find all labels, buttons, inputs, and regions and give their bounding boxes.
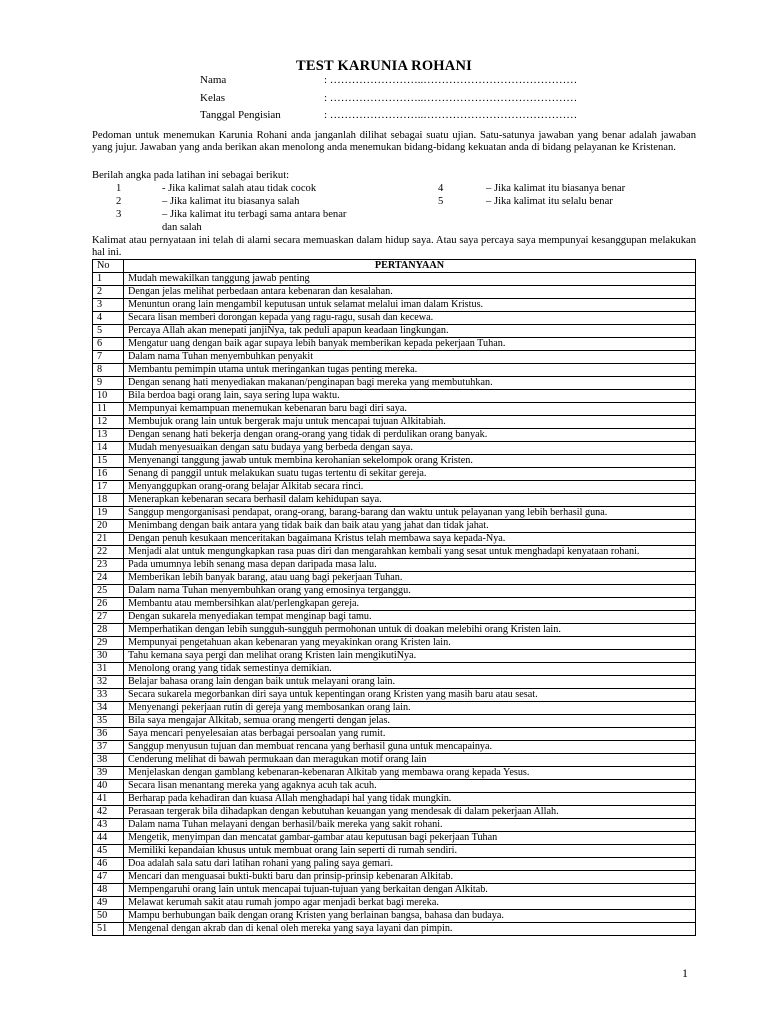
question-text: Belajar bahasa orang lain dengan baik untuk melayani orang lain. [124, 676, 696, 689]
question-text: Percaya Allah akan menepati janjiNya, tak peduli apapun keadaan lingkungan. [124, 325, 696, 338]
question-number: 47 [93, 871, 124, 884]
question-text: Memiliki kepandaian khusus untuk membuat orang lain seperti di rumah sendiri. [124, 845, 696, 858]
identity-label: Kelas [200, 91, 226, 104]
question-number: 34 [93, 702, 124, 715]
question-number: 23 [93, 559, 124, 572]
question-number: 22 [93, 546, 124, 559]
table-row [93, 520, 696, 533]
table-row [93, 884, 696, 897]
question-number: 11 [93, 403, 124, 416]
question-text: Mudah mewakilkan tanggung jawab penting [124, 273, 696, 286]
question-number: 40 [93, 780, 124, 793]
question-number: 25 [93, 585, 124, 598]
question-text: Dalam nama Tuhan melayani dengan berhasil/baik mereka yang sakit rohani. [124, 819, 696, 832]
table-row [93, 585, 696, 598]
intro-paragraph: Pedoman untuk menemukan Karunia Rohani anda janganlah dilihat sebagai suatu ujian. Satu-satunya jawaban yang benar adalah jawaban yang jujur. Jawaban yang anda berikan akan menolong anda menemukan bidang-bidang kekuatan anda di bidang pelayanan ke Kristenan. [92, 130, 696, 153]
question-text: Mengenal dengan akrab dan di kenal oleh mereka yang saya layani dan pimpin. [124, 923, 696, 936]
question-text: Mempunyai pengetahuan akan kebenaran yang meyakinkan orang Kristen lain. [124, 637, 696, 650]
question-number: 2 [93, 286, 124, 299]
question-text: Membujuk orang lain untuk bergerak maju untuk mencapai tujuan Alkitabiah. [124, 416, 696, 429]
question-number: 21 [93, 533, 124, 546]
question-number: 15 [93, 455, 124, 468]
question-number: 7 [93, 351, 124, 364]
table-row [93, 611, 696, 624]
question-text: Menjelaskan dengan gamblang kebenaran-kebenaran Alkitab yang membawa orang kepada Yesus. [124, 767, 696, 780]
question-text: Cenderung melihat di bawah permukaan dan meragukan motif orang lain [124, 754, 696, 767]
identity-label: Nama [200, 74, 227, 86]
table-row [93, 624, 696, 637]
question-text: Menyenangi tanggung jawab untuk membina kerohanian sekelompok orang Kristen. [124, 455, 696, 468]
question-text: Bila berdoa bagi orang lain, saya sering lupa waktu. [124, 390, 696, 403]
question-number: 19 [93, 507, 124, 520]
question-text: Memberikan lebih banyak barang, atau uang bagi pekerjaan Tuhan. [124, 572, 696, 585]
question-number: 46 [93, 858, 124, 871]
question-number: 8 [93, 364, 124, 377]
statement-paragraph: Kalimat atau pernyataan ini telah di alami secara memuaskan dalam hidup saya. Atau saya percaya saya mempunyai kesanggupan melakukan hal ini. [92, 235, 696, 258]
table-row [93, 728, 696, 741]
question-text: Menimbang dengan baik antara yang tidak baik dan baik atau yang jahat dan tidak jahat. [124, 520, 696, 533]
questions-body [93, 273, 696, 936]
question-number: 18 [93, 494, 124, 507]
question-number: 41 [93, 793, 124, 806]
table-row [93, 572, 696, 585]
table-row [93, 715, 696, 728]
table-row [93, 416, 696, 429]
question-number: 51 [93, 923, 124, 936]
scale-number: 3 [116, 209, 122, 220]
question-number: 43 [93, 819, 124, 832]
table-row [93, 806, 696, 819]
question-text: Doa adalah sala satu dari latihan rohani yang paling saya gemari. [124, 858, 696, 871]
table-row [93, 767, 696, 780]
question-number: 28 [93, 624, 124, 637]
question-number: 3 [93, 299, 124, 312]
table-row [93, 507, 696, 520]
question-number: 32 [93, 676, 124, 689]
question-text: Dalam nama Tuhan menyembuhkan penyakit [124, 351, 696, 364]
question-number: 1 [93, 273, 124, 286]
table-row [93, 494, 696, 507]
page-number: 1 [682, 966, 688, 980]
question-number: 10 [93, 390, 124, 403]
table-row [93, 273, 696, 286]
question-number: 48 [93, 884, 124, 897]
question-text: Dengan senang hati bekerja dengan orang-orang yang tidak di perdulikan orang banyak. [124, 429, 696, 442]
identity-blank: : ……………………..…………………………………… [324, 91, 578, 104]
question-number: 27 [93, 611, 124, 624]
question-text: Menerapkan kebenaran secara berhasil dalam kehidupan saya. [124, 494, 696, 507]
question-text: Berharap pada kehadiran dan kuasa Allah menghadapi hal yang tidak mungkin. [124, 793, 696, 806]
question-number: 14 [93, 442, 124, 455]
scale-row [92, 221, 692, 234]
table-row [93, 546, 696, 559]
scale-description: dan salah [162, 222, 202, 233]
table-row [93, 364, 696, 377]
question-text: Mempengaruhi orang lain untuk mencapai tujuan-tujuan yang berkaitan dengan Alkitab. [124, 884, 696, 897]
table-row [93, 455, 696, 468]
table-row [93, 832, 696, 845]
table-row [93, 429, 696, 442]
question-number: 6 [93, 338, 124, 351]
question-text: Melawat kerumah sakit atau rumah jompo agar menjadi berkat bagi mereka. [124, 897, 696, 910]
table-row [93, 351, 696, 364]
question-number: 4 [93, 312, 124, 325]
identity-row-nama [200, 74, 577, 92]
question-text: Dengan penuh kesukaan menceritakan bagaimana Kristus telah membawa saya kepada-Nya. [124, 533, 696, 546]
question-text: Dalam nama Tuhan menyembuhkan orang yang emosinya terganggu. [124, 585, 696, 598]
table-row [93, 923, 696, 936]
table-row [93, 819, 696, 832]
question-text: Menuntun orang lain mengambil keputusan untuk selamat melalui iman dalam Kristus. [124, 299, 696, 312]
question-number: 44 [93, 832, 124, 845]
table-row [93, 299, 696, 312]
question-number: 49 [93, 897, 124, 910]
scale-number: 2 [116, 196, 122, 207]
scale-description: – Jika kalimat itu terbagi sama antara benar [162, 209, 347, 220]
question-number: 30 [93, 650, 124, 663]
scale-number: 4 [438, 183, 444, 194]
table-row [93, 338, 696, 351]
question-number: 39 [93, 767, 124, 780]
identity-row-tanggal [200, 109, 577, 127]
question-text: Perasaan tergerak bila dihadapkan dengan kebutuhan keuangan yang mendesak di dalam pekerjaan Allah. [124, 806, 696, 819]
table-row [93, 702, 696, 715]
question-number: 31 [93, 663, 124, 676]
scale-description: - Jika kalimat salah atau tidak cocok [162, 183, 317, 194]
scale-row [92, 208, 692, 221]
question-text: Menjadi alat untuk mengungkapkan rasa puas diri dan mengarahkan kembali yang sesat untuk menghadapi kenyataan rohani. [124, 546, 696, 559]
question-text: Saya mencari penyelesaian atas berbagai persoalan yang rumit. [124, 728, 696, 741]
question-number: 37 [93, 741, 124, 754]
table-row [93, 858, 696, 871]
question-number: 35 [93, 715, 124, 728]
table-row [93, 390, 696, 403]
table-row [93, 741, 696, 754]
scale-row [92, 195, 692, 208]
question-text: Mencari dan menguasai bukti-bukti baru dan prinsip-prinsip kebenaran Alkitab. [124, 871, 696, 884]
question-number: 38 [93, 754, 124, 767]
identity-fields [200, 74, 577, 127]
identity-label: Tanggal Pengisian [200, 109, 281, 121]
question-number: 5 [93, 325, 124, 338]
table-row [93, 598, 696, 611]
scale-number: 1 [116, 183, 122, 194]
table-row [93, 312, 696, 325]
question-text: Menyenangi pekerjaan rutin di gereja yang membosankan orang lain. [124, 702, 696, 715]
scale-description: – Jika kalimat itu biasanya benar [486, 183, 626, 194]
question-text: Memperhatikan dengan lebih sungguh-sungguh permohonan untuk di doakan melebihi orang Kristen lain. [124, 624, 696, 637]
column-header-question: PERTANYAAN [124, 260, 696, 273]
question-number: 45 [93, 845, 124, 858]
question-text: Dengan sukarela menyediakan tempat menginap bagi tamu. [124, 611, 696, 624]
question-text: Mampu berhubungan baik dengan orang Kristen yang berlainan bangsa, bahasa dan budaya. [124, 910, 696, 923]
table-row [93, 845, 696, 858]
table-row [93, 377, 696, 390]
scale-row [92, 182, 692, 195]
table-row [93, 663, 696, 676]
question-text: Secara lisan memberi dorongan kepada yang ragu-ragu, susah dan kecewa. [124, 312, 696, 325]
question-text: Bila saya mengajar Alkitab, semua orang mengerti dengan jelas. [124, 715, 696, 728]
question-text: Membantu pemimpin utama untuk meringankan tugas penting mereka. [124, 364, 696, 377]
table-row [93, 325, 696, 338]
question-text: Mengatur uang dengan baik agar supaya lebih banyak memberikan kepada pekerjaan Tuhan. [124, 338, 696, 351]
table-row [93, 403, 696, 416]
instruction-text: Berilah angka pada latihan ini sebagai berikut: [92, 170, 290, 181]
table-row [93, 559, 696, 572]
question-number: 26 [93, 598, 124, 611]
table-row [93, 468, 696, 481]
table-row [93, 442, 696, 455]
rating-scale [92, 182, 692, 234]
question-number: 36 [93, 728, 124, 741]
questions-table [92, 259, 696, 936]
table-row [93, 754, 696, 767]
question-text: Membantu atau membersihkan alat/perlengkapan gereja. [124, 598, 696, 611]
question-number: 16 [93, 468, 124, 481]
scale-description: – Jika kalimat itu biasanya salah [162, 196, 300, 207]
scale-number: 5 [438, 196, 444, 207]
question-text: Menyanggupkan orang-orang belajar Alkitab secara rinci. [124, 481, 696, 494]
identity-row-kelas [200, 92, 577, 110]
table-row [93, 910, 696, 923]
question-text: Pada umumnya lebih senang masa depan daripada masa lalu. [124, 559, 696, 572]
question-number: 12 [93, 416, 124, 429]
question-text: Sanggup mengorganisasi pendapat, orang-orang, barang-barang dan waktu untuk pelayanan yang lebih berhasil guna. [124, 507, 696, 520]
identity-blank: : ……………………..…………………………………… [324, 74, 578, 86]
table-row [93, 533, 696, 546]
question-number: 33 [93, 689, 124, 702]
question-text: Dengan jelas melihat perbedaan antara kebenaran dan kesalahan. [124, 286, 696, 299]
question-text: Mengetik, menyimpan dan mencatat gambar-gambar atau keputusan bagi pekerjaan Tuhan [124, 832, 696, 845]
question-number: 13 [93, 429, 124, 442]
table-row [93, 897, 696, 910]
question-number: 42 [93, 806, 124, 819]
table-row [93, 780, 696, 793]
question-number: 17 [93, 481, 124, 494]
question-number: 29 [93, 637, 124, 650]
question-text: Senang di panggil untuk melakukan suatu tugas tertentu di sekitar gereja. [124, 468, 696, 481]
question-number: 9 [93, 377, 124, 390]
table-row [93, 481, 696, 494]
table-row [93, 286, 696, 299]
question-text: Sanggup menyusun tujuan dan membuat rencana yang berhasil guna untuk mencapainya. [124, 741, 696, 754]
table-row [93, 676, 696, 689]
page-title: TEST KARUNIA ROHANI [296, 58, 472, 74]
question-text: Mudah menyesuaikan dengan satu budaya yang berbeda dengan saya. [124, 442, 696, 455]
table-header-row [93, 260, 696, 273]
question-text: Mempunyai kemampuan menemukan kebenaran baru bagi diri saya. [124, 403, 696, 416]
question-text: Secara sukarela megorbankan diri saya untuk kepentingan orang Kristen yang masih baru atau sesat. [124, 689, 696, 702]
identity-blank: : ……………………..…………………………………… [324, 109, 578, 121]
question-number: 24 [93, 572, 124, 585]
question-number: 50 [93, 910, 124, 923]
table-row [93, 871, 696, 884]
table-row [93, 689, 696, 702]
question-text: Dengan senang hati menyediakan makanan/penginapan bagi mereka yang membutuhkan. [124, 377, 696, 390]
table-row [93, 793, 696, 806]
question-text: Menolong orang yang tidak semestinya demikian. [124, 663, 696, 676]
column-header-no: No [93, 260, 124, 273]
question-number: 20 [93, 520, 124, 533]
table-row [93, 637, 696, 650]
question-text: Secara lisan menantang mereka yang agaknya acuh tak acuh. [124, 780, 696, 793]
table-row [93, 650, 696, 663]
question-text: Tahu kemana saya pergi dan melihat orang Kristen lain mengikutiNya. [124, 650, 696, 663]
scale-description: – Jika kalimat itu selalu benar [486, 196, 613, 207]
